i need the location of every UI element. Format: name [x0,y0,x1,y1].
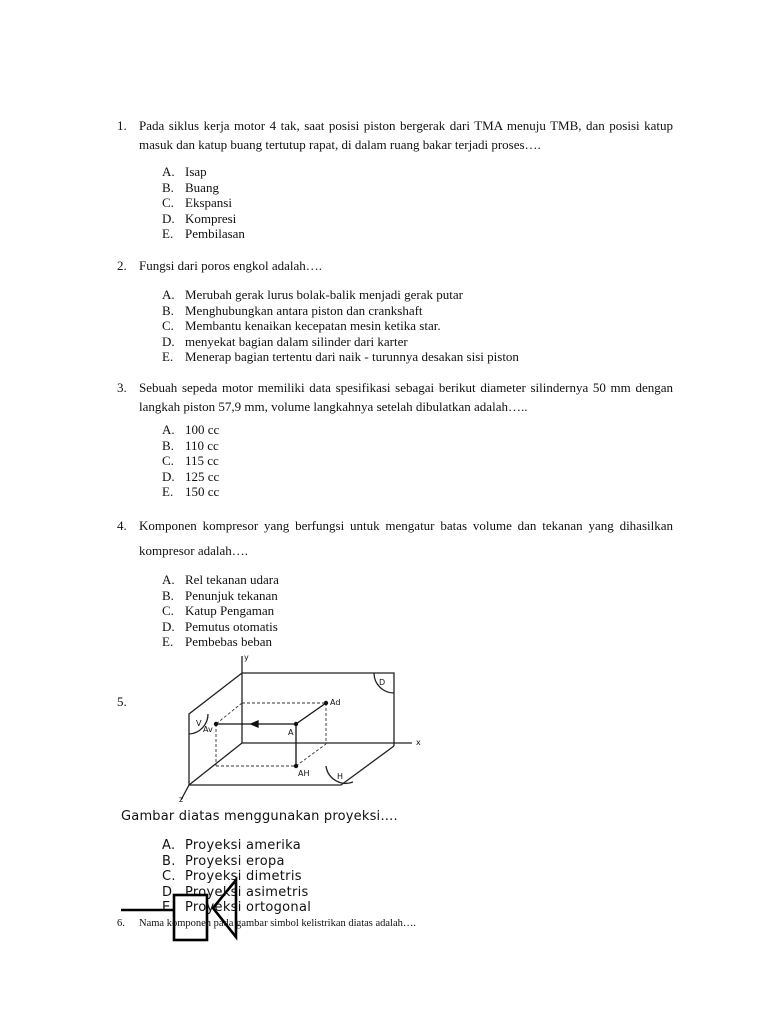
option-text: Kompresi [185,210,237,226]
option-text: Menghubungkan antara piston dan crankshaft [185,302,423,318]
option-e[interactable]: E. Pembilasan [162,226,245,241]
option-e[interactable]: E. 150 cc [162,484,220,499]
option-text: Ekspansi [185,195,232,210]
point-av-label: Av [203,725,213,734]
question-2-options [162,287,519,365]
question-text: Sebuah sepeda motor memiliki data spesifikasi sebagai berikut diameter silindernya 50 mm dengan langkah piston 57,9 mm, volume langkahnya setelah dibulatkan adalah….. [139,380,673,414]
option-text: 110 cc [185,437,219,453]
question-text: Fungsi dari poros engkol adalah…. [139,258,323,273]
option-d[interactable]: D. Pemutus otomatis [162,618,278,634]
question-6 [117,918,416,929]
option-e[interactable]: E. Pembebas beban [162,634,273,649]
question-3 [117,378,673,416]
plane-h-label: H [337,772,344,781]
option-text: Penunjuk tekanan [185,587,278,603]
option-text: Proyeksi eropa [185,853,285,869]
plane-d-label: D [379,678,386,687]
x-axis-label: x [416,738,421,747]
option-b[interactable]: B. 110 cc [162,437,219,453]
option-a[interactable]: A. 100 cc [162,422,220,437]
point-ad-label: Ad [330,698,341,707]
electrical-symbol-drawing [118,875,268,945]
option-text: Buang [185,179,219,195]
point-ah-label: AH [298,769,310,778]
option-d[interactable]: D. menyekat bagian dalam silinder dari karter [162,333,408,349]
question-number: 6. [117,918,125,929]
option-text: Pemutus otomatis [185,618,278,634]
y-axis-label: y [244,653,249,662]
question-text: Komponen kompresor yang berfungsi untuk mengatur batas volume dan tekanan yang dihasilkan kompresor adalah…. [139,518,673,558]
option-a[interactable]: A. Isap [162,164,207,179]
option-a[interactable]: A. Rel tekanan udara [162,572,279,587]
option-b[interactable]: B. Penunjuk tekanan [162,587,278,603]
question-number-5: 5. [117,694,127,709]
question-text: Pada siklus kerja motor 4 tak, saat posisi piston bergerak dari TMA menuju TMB, dan posisi katup masuk dan katup buang tertutup rapat, di dalam ruang bakar terjadi proses…. [139,118,673,152]
question-number: 3. [117,380,127,395]
option-c[interactable]: C. Ekspansi [162,195,232,210]
option-e[interactable]: E. Menerap bagian tertentu dari naik - turunnya desakan sisi piston [162,349,519,364]
option-text: Proyeksi amerika [185,838,302,853]
option-text: Proyeksi asimetris [185,884,309,900]
question-5-caption: Gambar diatas menggunakan proyeksi…. [121,809,398,824]
question-1 [117,116,673,154]
option-c[interactable]: C. Katup Pengaman [162,603,275,618]
option-text: menyekat bagian dalam silinder dari karter [185,333,408,349]
option-a[interactable]: A. Proyeksi amerika [162,838,302,853]
option-text: 100 cc [185,422,220,437]
option-text: Proyeksi ortogonal [185,900,312,915]
plane-v-label: V [196,719,202,728]
option-b[interactable]: B. Proyeksi eropa [162,853,285,869]
option-text: 125 cc [185,468,220,484]
option-text: Membantu kenaikan kecepatan mesin ketika star. [185,318,441,333]
question-number: 1. [117,118,127,133]
question-text: Nama komponen pada gambar simbol kelistrikan diatas adalah…. [139,918,417,929]
question-4 [117,513,673,563]
option-d[interactable]: D. Proyeksi asimetris [162,884,309,900]
question-number: 4. [117,518,127,533]
projection-figure [176,648,426,806]
option-text: 150 cc [185,484,220,499]
option-text: Isap [185,164,207,179]
option-text: Menerap bagian tertentu dari naik - turunnya desakan sisi piston [185,349,519,364]
option-e[interactable]: E. Proyeksi ortogonal [162,900,312,915]
option-c[interactable]: C. 115 cc [162,453,219,468]
option-text: Merubah gerak lurus bolak-balik menjadi gerak putar [185,287,463,302]
option-c[interactable]: C. Membantu kenaikan kecepatan mesin ketika star. [162,318,441,333]
option-text: Katup Pengaman [185,603,275,618]
z-axis-label: z [179,795,184,804]
question-4-options [162,572,279,650]
option-a[interactable]: A. Merubah gerak lurus bolak-balik menjadi gerak putar [162,287,463,302]
option-text: Pembebas beban [185,634,273,649]
option-d[interactable]: D. Kompresi [162,210,237,226]
option-text: Proyeksi dimetris [185,869,302,884]
question-3-options [162,422,219,500]
option-b[interactable]: B. Buang [162,179,219,195]
option-d[interactable]: D. 125 cc [162,468,220,484]
option-text: 115 cc [185,453,219,468]
question-2 [117,256,673,275]
question-number: 2. [117,258,127,273]
point-a-label: A [288,728,294,737]
option-text: Rel tekanan udara [185,572,279,587]
option-b[interactable]: B. Menghubungkan antara piston dan crankshaft [162,302,423,318]
question-1-options [162,164,245,242]
option-c[interactable]: C. Proyeksi dimetris [162,869,302,884]
option-text: Pembilasan [185,226,245,241]
